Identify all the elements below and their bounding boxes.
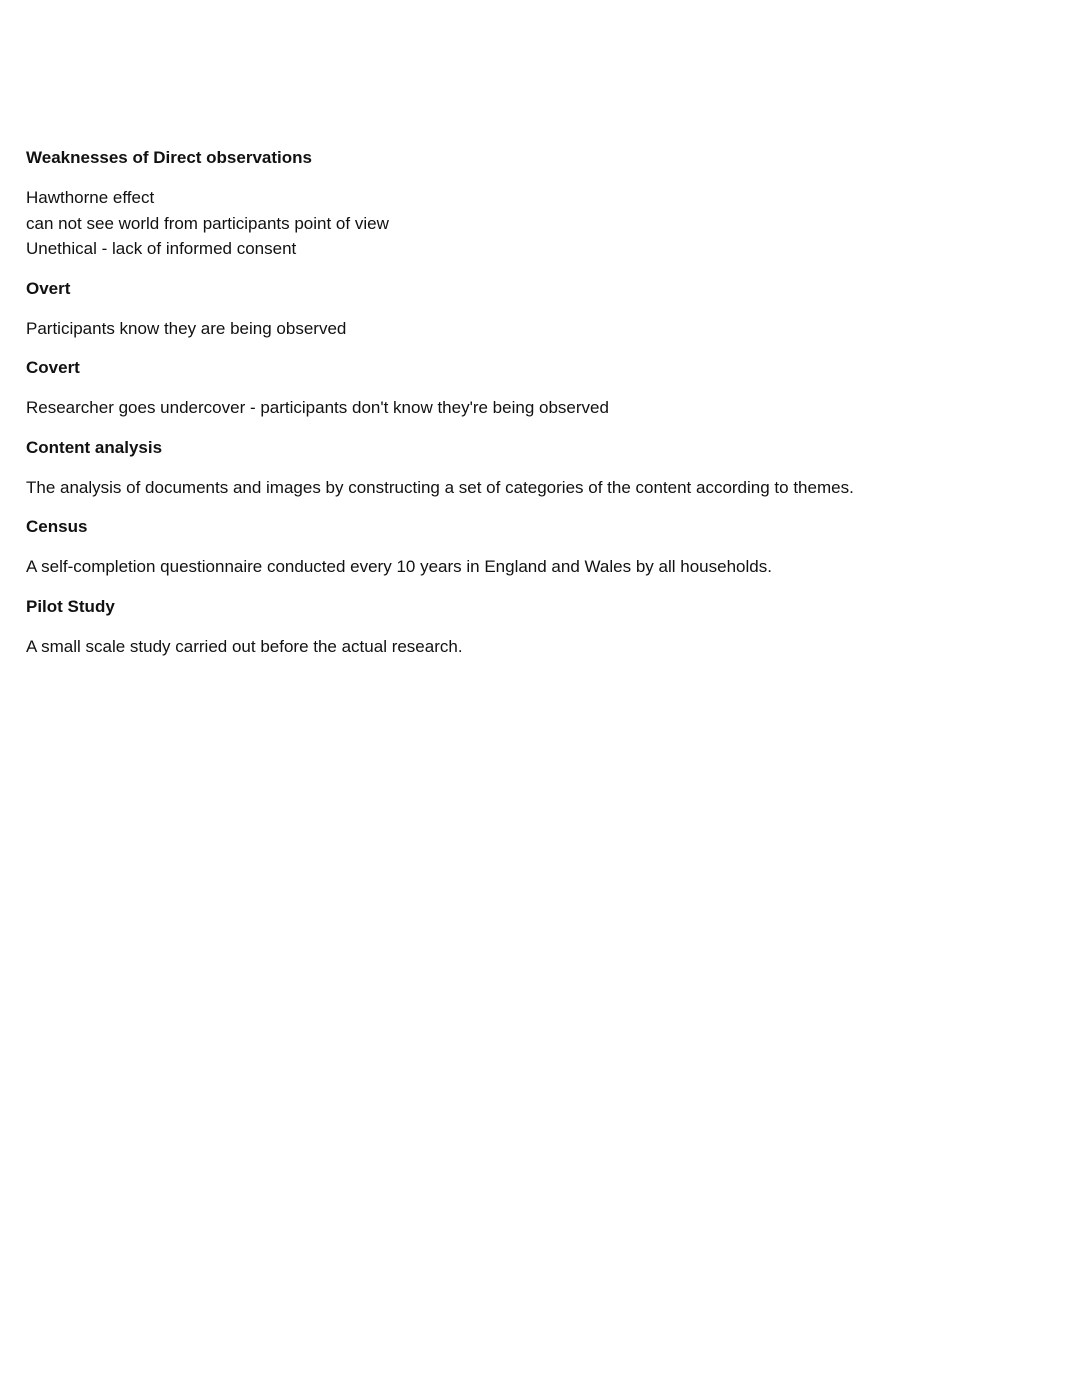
- document-page: [26, 145, 1046, 659]
- heading-covert: Covert: [26, 358, 80, 377]
- weakness-item: Hawthorne effect: [26, 188, 155, 207]
- content-analysis-definition: The analysis of documents and images by constructing a set of categories of the content according to themes.: [26, 477, 854, 497]
- heading-census: Census: [26, 517, 88, 536]
- weakness-item: can not see world from participants point of view: [26, 213, 389, 233]
- census-definition: A self-completion questionnaire conducted every 10 years in England and Wales by all households.: [26, 557, 772, 576]
- heading-content-analysis: Content analysis: [26, 437, 163, 457]
- heading-overt: Overt: [26, 278, 71, 298]
- heading-weaknesses: Weaknesses of Direct observations: [26, 148, 312, 167]
- covert-definition: Researcher goes undercover - participants don't know they're being observed: [26, 398, 609, 417]
- heading-pilot-study: Pilot Study: [26, 596, 115, 616]
- overt-definition: Participants know they are being observed: [26, 318, 347, 338]
- pilot-study-definition: A small scale study carried out before the actual research.: [26, 636, 463, 656]
- weakness-item: Unethical - lack of informed consent: [26, 239, 297, 258]
